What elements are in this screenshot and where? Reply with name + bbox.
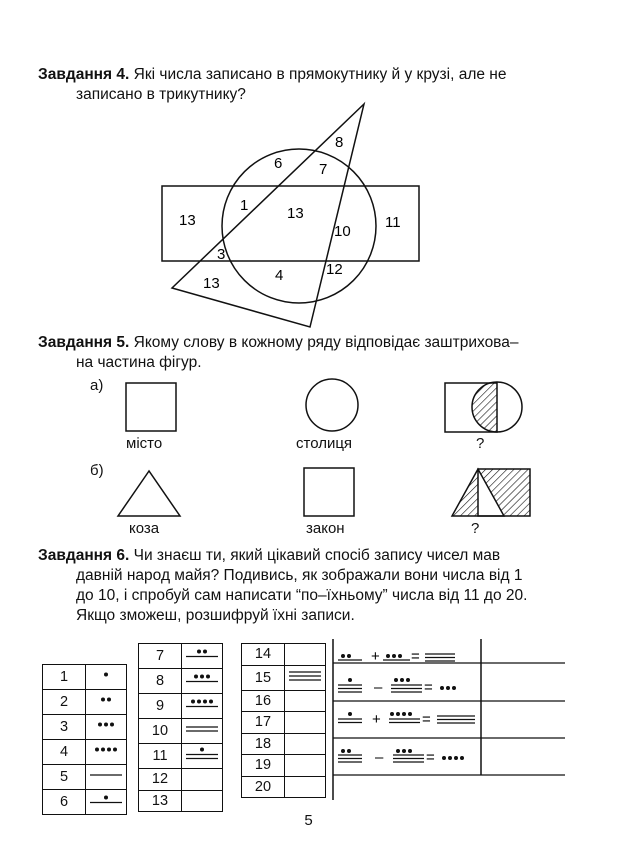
diagram-number: 7 bbox=[319, 161, 328, 178]
word-stolytsia: столиця bbox=[296, 435, 353, 452]
maya-dot bbox=[440, 686, 444, 690]
maya-dot bbox=[402, 712, 406, 716]
maya-dot bbox=[446, 686, 450, 690]
maya-dot bbox=[406, 678, 410, 682]
maya-dot bbox=[394, 678, 398, 682]
operator-sign: – bbox=[375, 749, 384, 766]
number-cell: 14 bbox=[242, 644, 285, 666]
number-cell: 17 bbox=[242, 712, 285, 734]
word-zakon: закон bbox=[306, 520, 345, 537]
equals-sign: = bbox=[424, 679, 433, 696]
number-cell: 1 bbox=[43, 665, 86, 690]
diagram-number: 4 bbox=[275, 267, 284, 284]
page-number: 5 bbox=[304, 812, 313, 829]
maya-dot bbox=[347, 749, 351, 753]
row-b-marker: б) bbox=[90, 462, 104, 479]
maya-dot bbox=[396, 712, 400, 716]
diagram-number: 13 bbox=[287, 205, 304, 222]
number-cell: 12 bbox=[139, 769, 182, 791]
number-cell: 5 bbox=[43, 765, 86, 790]
maya-dot bbox=[398, 654, 402, 658]
number-cell: 7 bbox=[139, 644, 182, 669]
task4-question-cont: записано в трикутнику? bbox=[76, 86, 246, 103]
task5-question: Якому слову в кожному ряду відповідає заштрихова– bbox=[133, 334, 519, 351]
number-cell: 8 bbox=[139, 669, 182, 694]
diagram-number: 6 bbox=[274, 155, 283, 172]
number-cell: 13 bbox=[139, 790, 182, 812]
maya-dot bbox=[452, 686, 456, 690]
maya-dot bbox=[348, 678, 352, 682]
task6-line-1: Чи знаєш ти, який цікавий спосіб запису чисел мав bbox=[133, 547, 501, 564]
maya-dot bbox=[442, 756, 446, 760]
maya-dot bbox=[347, 654, 351, 658]
task5-label: Завдання 5. bbox=[38, 334, 130, 351]
maya-dot bbox=[402, 749, 406, 753]
maya-dot bbox=[348, 712, 352, 716]
diagram-number: 12 bbox=[326, 261, 343, 278]
task6-line-3: до 10, і спробуй сам написати “по–їхньому” числа від 11 до 20. bbox=[76, 587, 528, 604]
maya-dot bbox=[460, 756, 464, 760]
diagram-number: 10 bbox=[334, 223, 351, 240]
maya-dot bbox=[396, 749, 400, 753]
equals-sign: = bbox=[422, 711, 431, 728]
task5-question-cont: на частина фігур. bbox=[76, 354, 202, 371]
number-cell: 6 bbox=[43, 790, 86, 815]
equals-sign: = bbox=[426, 749, 435, 766]
maya-dot bbox=[400, 678, 404, 682]
operator-sign: + bbox=[371, 648, 380, 665]
task6-line-2: давній народ майя? Подивись, як зображали вони числа від 1 bbox=[76, 567, 523, 584]
equals-sign: = bbox=[411, 648, 420, 665]
maya-dot bbox=[448, 756, 452, 760]
operator-sign: + bbox=[372, 711, 381, 728]
maya-dot bbox=[341, 749, 345, 753]
word-question-b: ? bbox=[471, 520, 480, 537]
row-a-marker: а) bbox=[90, 377, 104, 394]
maya-dot bbox=[386, 654, 390, 658]
diagram-number: 13 bbox=[203, 275, 220, 292]
operator-sign: – bbox=[374, 679, 383, 696]
number-cell: 11 bbox=[139, 744, 182, 769]
word-koza: коза bbox=[129, 520, 160, 537]
maya-dot bbox=[341, 654, 345, 658]
number-cell: 18 bbox=[242, 733, 285, 755]
diagram-number: 11 bbox=[385, 214, 401, 231]
diagram-number: 8 bbox=[335, 134, 344, 151]
maya-dot bbox=[392, 654, 396, 658]
task4-label: Завдання 4. bbox=[38, 66, 130, 83]
diagram-number: 1 bbox=[240, 197, 249, 214]
maya-dot bbox=[408, 712, 412, 716]
task6-label: Завдання 6. bbox=[38, 547, 130, 564]
maya-dot bbox=[454, 756, 458, 760]
diagram-number: 3 bbox=[217, 246, 226, 263]
number-cell: 9 bbox=[139, 694, 182, 719]
word-misto: місто bbox=[126, 435, 163, 452]
number-cell: 19 bbox=[242, 755, 285, 777]
maya-dot bbox=[408, 749, 412, 753]
number-cell: 15 bbox=[242, 665, 285, 690]
number-cell: 20 bbox=[242, 776, 285, 798]
number-cell: 4 bbox=[43, 740, 86, 765]
diagram-number: 13 bbox=[179, 212, 196, 229]
task6-line-4: Якщо зможеш, розшифруй їхні записи. bbox=[76, 607, 355, 624]
number-cell: 16 bbox=[242, 690, 285, 712]
number-cell: 10 bbox=[139, 719, 182, 744]
maya-dot bbox=[390, 712, 394, 716]
word-question-a: ? bbox=[476, 435, 485, 452]
task4-question: Які числа записано в прямокутнику й у крузі, але не bbox=[133, 66, 507, 83]
number-cell: 2 bbox=[43, 690, 86, 715]
number-cell: 3 bbox=[43, 715, 86, 740]
